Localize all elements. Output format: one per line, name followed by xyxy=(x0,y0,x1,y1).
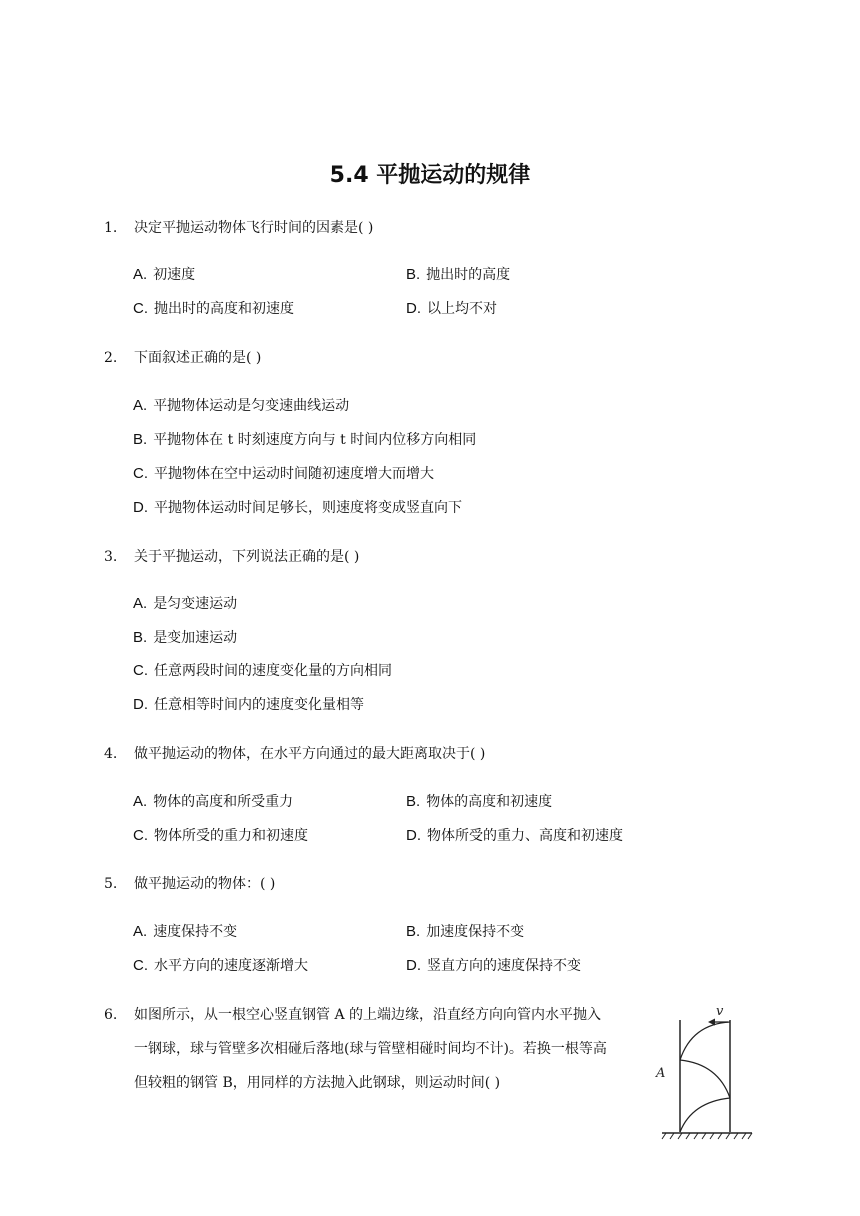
option-text: 平抛物体在空中运动时间随初速度增大而增大 xyxy=(154,466,434,482)
option-letter: B. xyxy=(406,923,421,940)
option-letter: D. xyxy=(133,696,148,713)
option-b xyxy=(406,922,524,942)
option-b xyxy=(406,265,510,285)
option-text: 平抛物体运动时间足够长，则速度将变成竖直向下 xyxy=(154,500,462,516)
question-stem-line: 如图所示，从一根空心竖直钢管 A 的上端边缘，沿直经方向向管内水平抛入 xyxy=(134,1007,602,1023)
ground-hatching xyxy=(662,1133,752,1139)
option-text: 竖直方向的速度保持不变 xyxy=(427,958,581,974)
trajectory-arc xyxy=(680,1098,730,1132)
option-letter: D. xyxy=(406,827,421,844)
option-letter: D. xyxy=(406,957,421,974)
question-stem: 关于平抛运动，下列说法正确的是( ) xyxy=(134,549,360,565)
option-letter: B. xyxy=(406,793,421,810)
option-letter: C. xyxy=(133,300,148,317)
option-letter: C. xyxy=(133,827,148,844)
option-text: 初速度 xyxy=(153,267,196,283)
option-c xyxy=(133,464,434,484)
page-title: 5.4 平抛运动的规律 xyxy=(329,163,531,188)
option-c xyxy=(133,661,392,681)
option-a xyxy=(133,396,349,416)
question-number: 5. xyxy=(104,876,118,892)
option-letter: B. xyxy=(406,266,421,283)
option-text: 抛出时的高度和初速度 xyxy=(154,301,294,317)
option-a xyxy=(133,922,237,942)
question-number: 3. xyxy=(104,549,118,565)
option-letter: B. xyxy=(133,431,148,448)
option-letter: A. xyxy=(133,595,148,612)
option-d xyxy=(406,826,623,846)
option-letter: C. xyxy=(133,465,148,482)
option-text: 任意相等时间内的速度变化量相等 xyxy=(154,697,364,713)
option-text: 是匀变速运动 xyxy=(153,596,238,612)
option-letter: A. xyxy=(133,793,148,810)
question-stem: 做平抛运动的物体：( ) xyxy=(134,876,276,892)
option-text: 平抛物体运动是匀变速曲线运动 xyxy=(153,398,350,414)
question-number: 1. xyxy=(104,220,118,236)
option-letter: A. xyxy=(133,923,148,940)
option-d xyxy=(406,956,581,976)
option-c xyxy=(133,826,308,846)
option-text: 以上均不对 xyxy=(427,301,497,317)
question-stem-line: 但较粗的钢管 B，用同样的方法抛入此钢球，则运动时间( ) xyxy=(134,1075,501,1091)
pipe-label-a: A xyxy=(656,1066,666,1081)
option-a xyxy=(133,265,195,285)
option-letter: A. xyxy=(133,397,148,414)
option-b xyxy=(133,430,476,450)
option-text: 物体的高度和初速度 xyxy=(426,794,553,810)
question-number: 6. xyxy=(104,1007,118,1023)
question-stem: 决定平抛运动物体飞行时间的因素是( ) xyxy=(134,220,374,236)
option-d xyxy=(133,695,364,715)
question-stem-line: 一钢球，球与管壁多次相碰后落地(球与管壁相碰时间均不计)。若换一根等高 xyxy=(134,1041,607,1057)
question-stem: 下面叙述正确的是( ) xyxy=(134,350,262,366)
option-text: 物体的高度和所受重力 xyxy=(153,794,294,810)
option-letter: D. xyxy=(406,300,421,317)
option-d xyxy=(133,498,462,518)
trajectory-arc xyxy=(680,1060,730,1098)
option-text: 物体所受的重力、高度和初速度 xyxy=(427,828,623,844)
option-c xyxy=(133,299,294,319)
question-stem: 做平抛运动的物体，在水平方向通过的最大距离取决于( ) xyxy=(134,746,486,762)
velocity-label: v xyxy=(716,1004,724,1019)
option-b xyxy=(133,628,237,648)
option-text: 水平方向的速度逐渐增大 xyxy=(154,958,308,974)
option-letter: C. xyxy=(133,957,148,974)
option-text: 是变加速运动 xyxy=(153,630,238,646)
option-letter: A. xyxy=(133,266,148,283)
trajectory-arc xyxy=(680,1022,730,1060)
option-a xyxy=(133,792,293,812)
option-text: 加速度保持不变 xyxy=(426,924,525,940)
option-letter: B. xyxy=(133,629,148,646)
option-text: 抛出时的高度 xyxy=(426,267,511,283)
option-text: 速度保持不变 xyxy=(153,924,238,940)
steel-pipe-figure xyxy=(652,1002,762,1144)
option-d xyxy=(406,299,497,319)
option-letter: D. xyxy=(133,499,148,516)
option-c xyxy=(133,956,308,976)
question-number: 2. xyxy=(104,350,118,366)
option-text: 任意两段时间的速度变化量的方向相同 xyxy=(154,663,392,679)
option-text: 平抛物体在 t 时刻速度方向与 t 时间内位移方向相同 xyxy=(153,432,477,448)
option-a xyxy=(133,594,237,614)
option-text: 物体所受的重力和初速度 xyxy=(154,828,308,844)
option-letter: C. xyxy=(133,662,148,679)
option-b xyxy=(406,792,552,812)
question-number: 4. xyxy=(104,746,118,762)
